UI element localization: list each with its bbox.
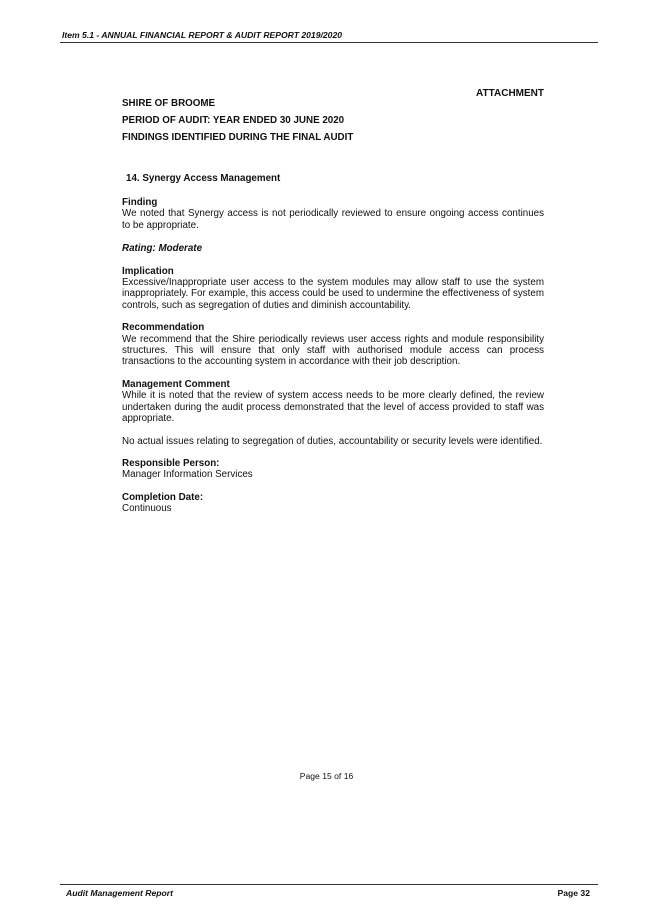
management-comment-section	[122, 379, 544, 425]
finding-text: We noted that Synergy access is not periodically reviewed to ensure ongoing access continues to be appropriate.	[122, 208, 544, 231]
page-header	[60, 30, 598, 43]
recommendation-text: We recommend that the Shire periodically reviews user access rights and module responsibility structures. This will ensure that only staff with authorised module access can process transactions to the accounting system in accordance with their job description.	[122, 333, 544, 368]
recommendation-section	[122, 322, 544, 368]
management-comment-text: While it is noted that the review of system access needs to be more clearly defined, the review undertaken during the audit process demonstrated that the level of access provided to staff was appropriate.	[122, 390, 544, 425]
responsible-person-value: Manager Information Services	[122, 469, 253, 481]
completion-date-label: Completion Date:	[122, 491, 204, 503]
responsible-person-section	[122, 458, 544, 481]
finding-title: 14. Synergy Access Management	[126, 173, 281, 184]
management-comment-label: Management Comment	[122, 378, 230, 390]
implication-section	[122, 266, 544, 312]
footer-page-number: Page 32	[557, 888, 590, 898]
rating: Rating: Moderate	[122, 243, 203, 255]
audit-period: PERIOD OF AUDIT: YEAR ENDED 30 JUNE 2020	[122, 115, 345, 126]
finding-label: Finding	[122, 197, 158, 208]
implication-text: Excessive/Inappropriate user access to the system modules may allow staff to use the system inappropriately. For example, this access could be used to undermine the effectiveness of system controls, such as segregation of duties and diminish accountability.	[122, 277, 544, 311]
management-comment-additional	[122, 436, 544, 447]
page-footer	[60, 884, 598, 899]
completion-date-value: Continuous	[122, 503, 172, 515]
findings-heading: FINDINGS IDENTIFIED DURING THE FINAL AUDIT	[122, 132, 354, 143]
finding-section	[122, 197, 544, 231]
footer-report-name: Audit Management Report	[66, 888, 173, 898]
report-content	[122, 98, 544, 515]
recommendation-label: Recommendation	[122, 322, 205, 334]
agenda-item-title: Item 5.1 - ANNUAL FINANCIAL REPORT & AUDIT REPORT 2019/2020	[62, 30, 342, 40]
page-number: Page 15 of 16	[299, 771, 354, 781]
management-comment-text-2: No actual issues relating to segregation of duties, accountability or security levels were identified.	[122, 435, 543, 447]
responsible-person-label: Responsible Person:	[122, 457, 220, 469]
attachment-label: ATTACHMENT	[476, 88, 544, 99]
organisation-name: SHIRE OF BROOME	[122, 98, 216, 109]
completion-date-section	[122, 492, 544, 515]
implication-label: Implication	[122, 265, 174, 277]
